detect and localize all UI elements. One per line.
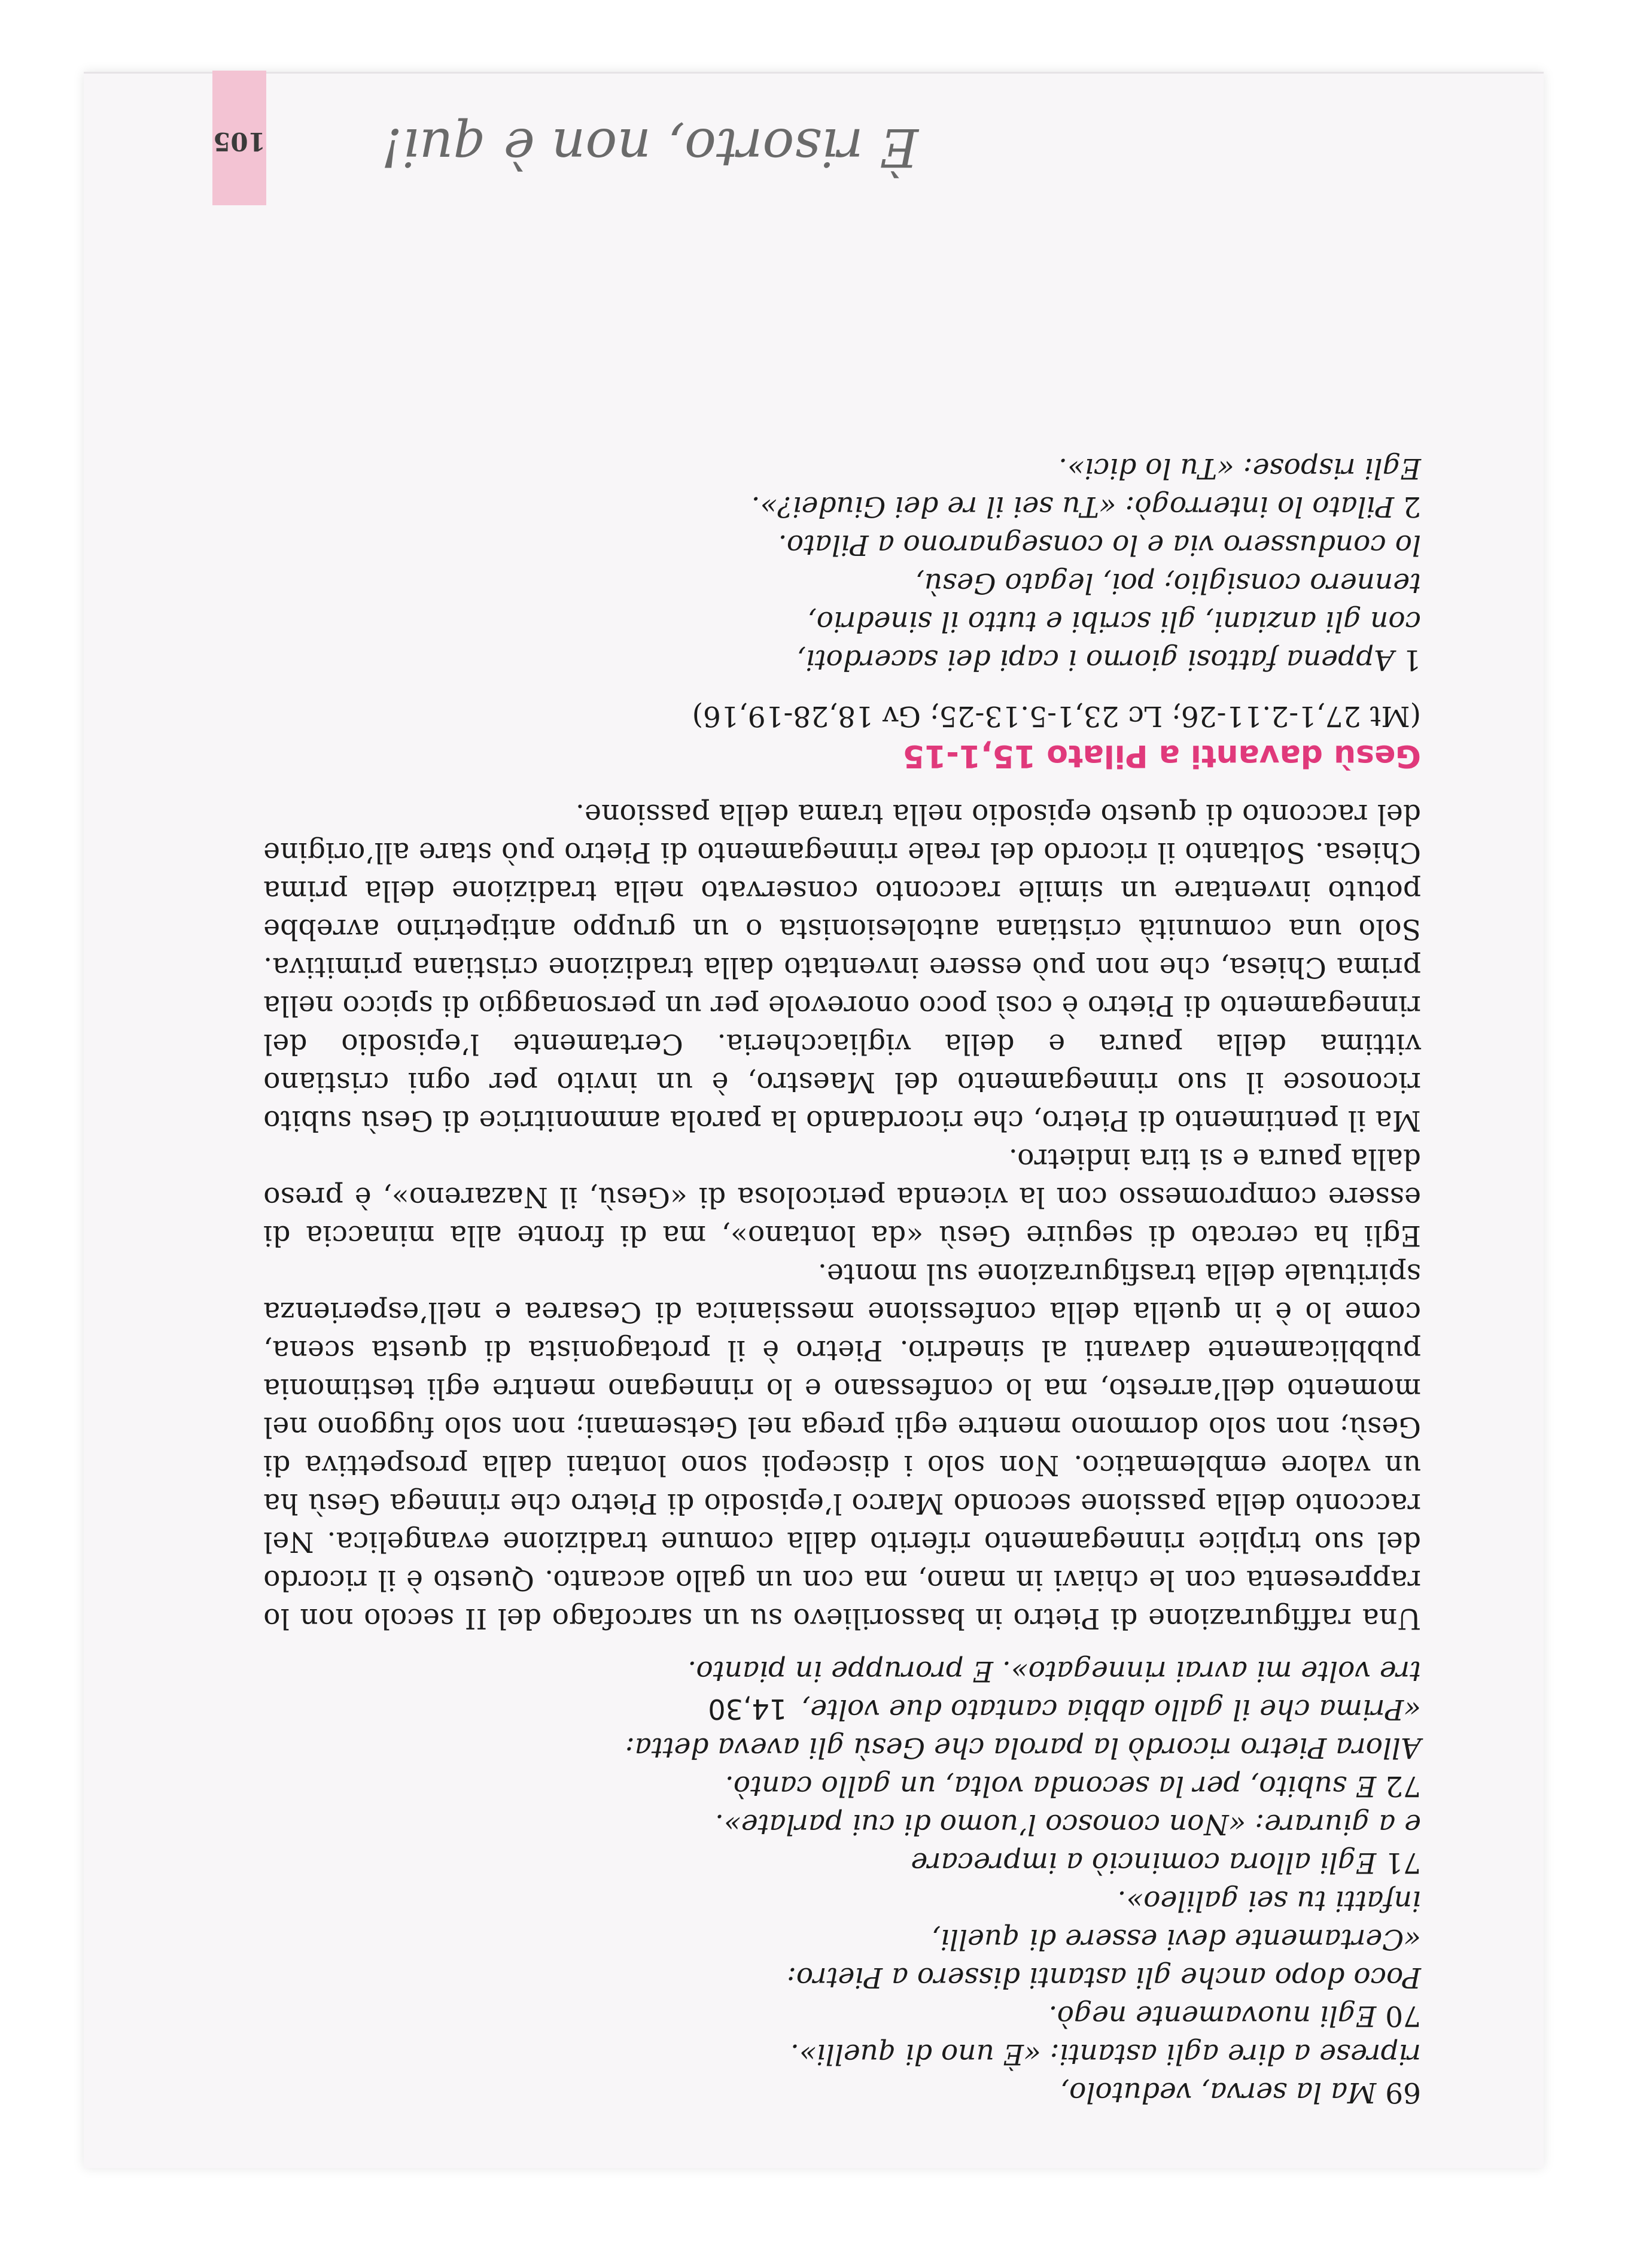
- page-number-tab: [212, 71, 266, 205]
- verse-line: [263, 602, 1421, 640]
- verse-number: 72: [1385, 1770, 1421, 1802]
- verse-text: Allora Pietro ricordò la parola che Gesù gli aveva detta:: [625, 1731, 1421, 1764]
- spacer: [263, 679, 1421, 697]
- page-body: [263, 449, 1421, 2111]
- verse-text: tennero consiglio; poi, legato Gesù,: [915, 567, 1421, 600]
- verse-line: [263, 640, 1421, 679]
- verse-line: [263, 1920, 1421, 1958]
- verse-line: [263, 2035, 1421, 2073]
- verse-line: [263, 1767, 1421, 1805]
- verse-line: [263, 2073, 1421, 2111]
- verse-text: Pilato lo interrogò: «Tu sei il re dei Giudei?».: [751, 490, 1395, 523]
- verse-text: «Prima che il gallo abbia cantato due volte,: [801, 1693, 1421, 1726]
- verse-number: 69: [1385, 2076, 1421, 2109]
- commentary-paragraph: Egli ha cercato di seguire Gesù «da lontano», ma di fronte alla minaccia di essere compromesso con la vicenda pericolosa di «Gesù, il Nazareno», è preso dalla paura e si tira indietro.: [263, 1142, 1421, 1252]
- gospel-passage-top: [263, 1652, 1421, 2111]
- verse-text: «Certamente devi essere di quelli,: [932, 1923, 1421, 1956]
- parallel-references: (Mt 27,1-2.11-26; Lc 23,1-5.13-25; Gv 18,28-19,16): [692, 700, 1421, 732]
- verse-text: e a giurare: «Non conosco l’uomo di cui parlate».: [715, 1808, 1421, 1841]
- verse-line: [263, 1843, 1421, 1881]
- running-footer: [84, 74, 1544, 220]
- verse-text: Poco dopo anche gli astanti dissero a Pietro:: [787, 1961, 1421, 1994]
- commentary: [263, 795, 1421, 1637]
- verse-line: [263, 564, 1421, 602]
- verse-text: tre volte mi avrai rinnegato». E proruppe in pianto.: [687, 1655, 1421, 1688]
- verse-line: [263, 1958, 1421, 1996]
- verse-text: infatti tu sei galileo».: [1117, 1884, 1421, 1917]
- verse-number: 71: [1385, 1846, 1421, 1879]
- gospel-passage-bottom: [263, 449, 1421, 679]
- verse-number: 1: [1403, 643, 1421, 676]
- verse-number: 2: [1403, 490, 1421, 523]
- verse-line: [263, 1690, 1421, 1728]
- commentary-paragraph: Una raffigurazione di Pietro in bassorilievo su un sarcofago del II secolo non lo rappresenta con le chiavi in mano, ma con un gallo accanto. Questo è il ricordo del suo triplice rinnegamento riferito dalla comune tradizione evangelica. Nel racconto della passione secondo Marco l’episodio di Pietro che rinnega Gesù ha un valore emblematico. Non solo i discepoli sono lontani dalla prospettiva di Gesù; non solo dormono mentre egli prega nel Getsemani; non solo fuggono nel momento dell’arresto, ma lo confessano e lo rinnegano mentre egli testimonia pubblicamente davanti al sinedrio. Pietro è il protagonista di questa scena, come lo è in quella della confessione messianica di Cesarea e nell’esperienza spirituale della trasfigurazione sul monte.: [263, 1257, 1421, 1635]
- verse-line: [263, 525, 1421, 564]
- verse-text: E subito, per la seconda volta, un gallo cantò.: [725, 1770, 1377, 1802]
- verse-text: Egli allora cominciò a imprecare: [911, 1846, 1377, 1879]
- verse-text: Appena fattosi giorno i capi dei sacerdoti,: [796, 643, 1395, 676]
- verse-text: lo condussero via e lo consegnarono a Pilato.: [778, 528, 1421, 561]
- verse-text: Egli nuovamente negò.: [1048, 1999, 1377, 2032]
- verse-line: [263, 449, 1421, 487]
- verse-number: 70: [1385, 1999, 1421, 2032]
- page-content-upside-down: [84, 74, 1544, 2168]
- section-heading: Gesù davanti a Pilato 15,1-15: [902, 738, 1421, 774]
- verse-line: [263, 487, 1421, 525]
- book-page: [84, 72, 1544, 2168]
- verse-text: con gli anziani, gli scribi e tutto il sinedrio,: [807, 605, 1421, 638]
- commentary-paragraph: Ma il pentimento di Pietro, che ricordando la parola ammonitrice di Gesù subito riconosce il suo rinnegamento del Maestro, è un invito per ogni cristiano vittima della paura e della vigliaccheria. Certamente l’episodio del rinnegamento di Pietro è così poco onorevole per un personaggio di spicco nella prima Chiesa, che non può essere inventato dalla tradizione cristiana primitiva. Solo una comunità cristiana autolesionista o un gruppo antipetrino avrebbe potuto inventare un simile racconto conservato nella tradizione della prima Chiesa. Soltanto il ricordo del reale rinnegamento di Pietro può stare all’origine del racconto di questo episodio nella trama della passione.: [263, 798, 1421, 1137]
- verse-text: Egli rispose: «Tu lo dici».: [1058, 452, 1421, 485]
- time-marker: 14,30: [708, 1693, 787, 1725]
- running-title: È risorto, non è qui!: [381, 117, 918, 178]
- verse-line: [263, 1996, 1421, 2035]
- verse-text: Ma la serva, vedutolo,: [1060, 2076, 1377, 2109]
- verse-line: [263, 1805, 1421, 1843]
- verse-text: riprese a dire agli astanti: «È uno di quelli».: [790, 2038, 1421, 2071]
- page-number: 105: [213, 127, 266, 156]
- verse-line: [263, 1881, 1421, 1920]
- verse-line: [263, 1728, 1421, 1767]
- verse-line: [263, 1652, 1421, 1690]
